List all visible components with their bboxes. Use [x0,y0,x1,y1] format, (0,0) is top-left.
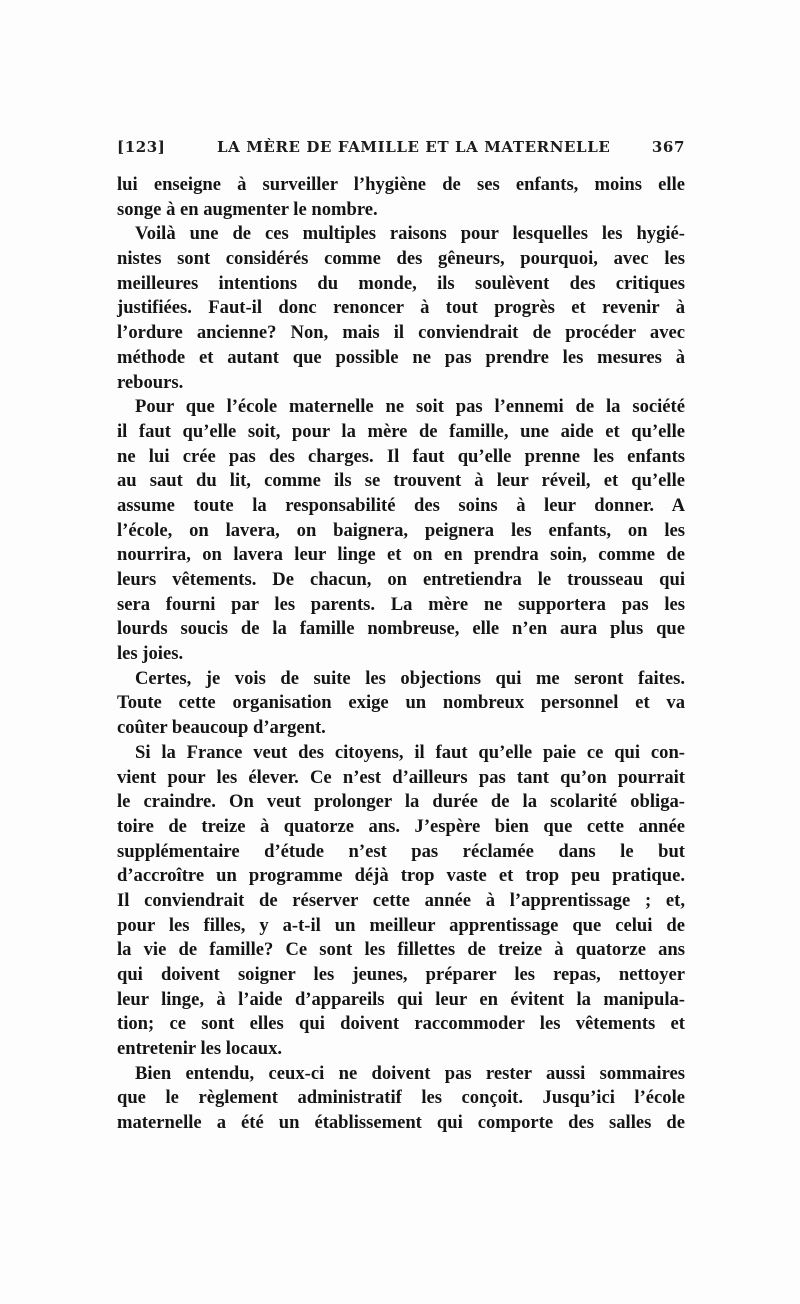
text-line: Certes, je vois de suite les objections qui me seront faites. [135,667,685,689]
text-line: entretenir les locaux. [117,1038,283,1060]
text-line: lourds soucis de la famille nombreuse, elle n’en aura plus que [117,618,685,640]
text-line: lui enseigne à surveiller l’hygiène de ses enfants, moins elle [117,174,685,195]
text-line: Toute cette organisation exige un nombreux personnel et va [117,692,685,714]
text-line: il faut qu’elle soit, pour la mère de famille, une aide et qu’elle [117,420,685,442]
text-line: Bien entendu, ceux-ci ne doivent pas rester aussi sommaires [135,1062,685,1084]
text-line: leurs vêtements. De chacun, on entretiendra le trousseau qui [117,569,685,590]
text-line: vient pour les élever. Ce n’est d’ailleurs pas tant qu’on pourrait [117,766,685,788]
text-line: rebours. [117,371,184,393]
text-line: tion; ce sont elles qui doivent raccommoder les vêtements et [117,1013,685,1035]
text-line: d’accroître un programme déjà trop vaste et trop peu pratique. [117,865,685,887]
text-line: au saut du lit, comme ils se trouvent à leur réveil, et qu’elle [117,470,685,492]
text-line: Voilà une de ces multiples raisons pour lesquelles les hygié- [135,223,685,245]
text-line: leur linge, à l’aide d’appareils qui leur en évitent la manipula- [117,988,685,1010]
running-header [117,138,685,162]
text-line: Il conviendrait de réserver cette année à l’apprentissage ; et, [117,889,685,911]
text-line: Si la France veut des citoyens, il faut qu’elle paie ce qui con- [135,741,685,763]
folio-number: [123] [117,138,166,156]
text-line: l’école, on lavera, on baignera, peignera les enfants, on les [117,519,685,541]
text-line: songe à en augmenter le nombre. [117,198,378,220]
running-title: LA MÈRE DE FAMILLE ET LA MATERNELLE [217,138,611,156]
text-line: qui doivent soigner les jeunes, préparer les repas, nettoyer [117,964,685,985]
text-line: meilleures intentions du monde, ils soulèvent des critiques [117,272,685,294]
text-line: pour les filles, y a-t-il un meilleur apprentissage que celui de [117,914,685,936]
text-line: l’ordure ancienne? Non, mais il conviendrait de procéder avec [117,322,685,344]
text-line: ne lui crée pas des charges. Il faut qu’elle prenne les enfants [117,445,685,467]
text-line: nistes sont considérés comme des gêneurs, pourquoi, avec les [117,248,685,270]
text-line: coûter beaucoup d’argent. [117,717,326,739]
text-line: que le règlement administratif les conçoit. Jusqu’ici l’école [117,1087,685,1109]
text-line: maternelle a été un établissement qui comporte des salles de [117,1112,685,1134]
text-line: justifiées. Faut-il donc renoncer à tout progrès et revenir à [117,297,685,319]
text-line: le craindre. On veut prolonger la durée de la scolarité obliga- [117,791,685,813]
text-line: assume toute la responsabilité des soins à leur donner. A [117,494,685,516]
text-line: Pour que l’école maternelle ne soit pas l’ennemi de la société [135,396,685,418]
text-line: supplémentaire d’étude n’est pas réclamée dans le but [117,840,685,862]
text-line: la vie de famille? Ce sont les fillettes de treize à quatorze ans [117,939,685,961]
text-line: toire de treize à quatorze ans. J’espère bien que cette année [117,815,685,837]
text-line: nourrira, on lavera leur linge et on en prendra soin, comme de [117,544,685,566]
body-text [117,173,685,1136]
page-number: 367 [651,138,685,156]
text-line: sera fourni par les parents. La mère ne supportera pas les [117,593,685,615]
text-line: les joies. [117,643,184,665]
text-line: méthode et autant que possible ne pas prendre les mesures à [117,346,685,368]
